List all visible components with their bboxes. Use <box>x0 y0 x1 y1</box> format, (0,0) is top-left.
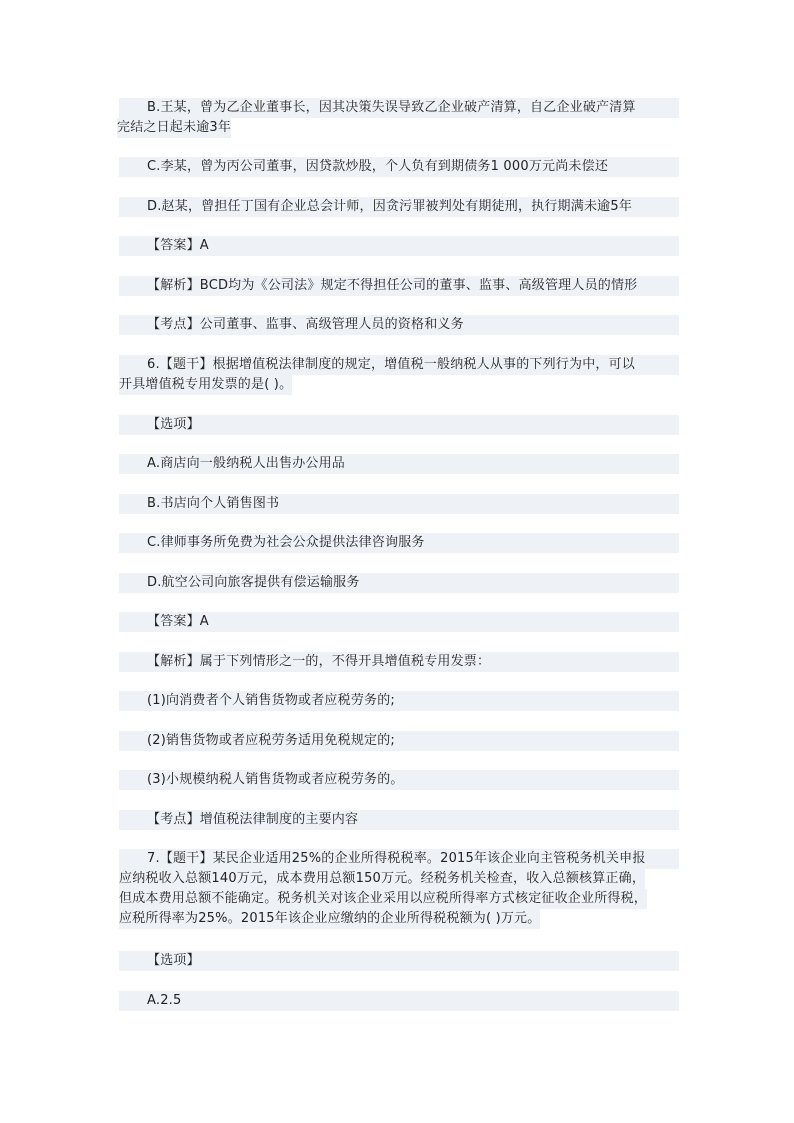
answer-paragraph <box>119 612 679 632</box>
question-6-stem <box>119 355 679 395</box>
option-d-paragraph <box>119 197 679 217</box>
text-line: 但成本费用总额不能确定。税务机关对该企业采用以应税所得率方式核定征收企业所得税， <box>119 889 647 909</box>
analysis-item-1 <box>119 691 679 711</box>
text-line: 应纳税收入总额140万元，成本费用总额150万元。经税务机关检查，收入总额核算正确， <box>119 869 645 889</box>
text-line: C.律师事务所免费为社会公众提供法律咨询服务 <box>119 533 679 553</box>
text-line: (2)销售货物或者应税劳务适用免税规定的; <box>119 731 679 751</box>
option-b <box>119 494 679 514</box>
option-d <box>119 573 679 593</box>
text-line: 完结之日起未逾3年 <box>117 118 231 138</box>
option-c <box>119 533 679 553</box>
topic-paragraph <box>119 810 679 830</box>
text-line: 【解析】BCD均为《公司法》规定不得担任公司的董事、监事、高级管理人员的情形 <box>119 276 679 296</box>
text-line: 【考点】公司董事、监事、高级管理人员的资格和义务 <box>119 315 679 335</box>
text-line: B.书店向个人销售图书 <box>119 494 679 514</box>
option-c-paragraph <box>119 157 679 177</box>
text-line: 【考点】增值税法律制度的主要内容 <box>119 810 679 830</box>
options-heading <box>119 415 679 435</box>
option-b-paragraph <box>119 98 679 138</box>
options-heading <box>119 951 679 971</box>
text-line: 应税所得率为25%。2015年该企业应缴纳的企业所得税税额为( )万元。 <box>119 909 540 929</box>
text-line: 【解析】属于下列情形之一的，不得开具增值税专用发票： <box>119 652 679 672</box>
question-7-stem <box>119 849 679 929</box>
answer-paragraph <box>119 236 679 256</box>
analysis-paragraph <box>119 652 679 672</box>
analysis-paragraph <box>119 276 679 296</box>
analysis-item-3 <box>119 770 679 790</box>
text-line: 6.【题干】根据增值税法律制度的规定，增值税一般纳税人从事的下列行为中，可以 <box>119 355 679 375</box>
text-line: C.李某，曾为丙公司董事，因贷款炒股，个人负有到期债务1 000万元尚未偿还 <box>119 157 679 177</box>
text-line: A.2.5 <box>119 991 679 1011</box>
analysis-item-2 <box>119 731 679 751</box>
text-line: 【答案】A <box>119 236 679 256</box>
option-a <box>119 454 679 474</box>
text-line: 开具增值税专用发票的是( )。 <box>119 375 292 395</box>
text-line: D.赵某，曾担任丁国有企业总会计师，因贪污罪被判处有期徒刑，执行期满未逾5年 <box>119 197 679 217</box>
text-line: D.航空公司向旅客提供有偿运输服务 <box>119 573 679 593</box>
option-a <box>119 991 679 1011</box>
text-line: B.王某，曾为乙企业董事长，因其决策失误导致乙企业破产清算，自乙企业破产清算 <box>119 98 679 118</box>
text-line: 【选项】 <box>119 951 679 971</box>
text-line: 【选项】 <box>119 415 679 435</box>
text-line: (1)向消费者个人销售货物或者应税劳务的; <box>119 691 679 711</box>
text-line: 7.【题干】某民企业适用25%的企业所得税税率。2015年该企业向主管税务机关申报 <box>119 849 679 869</box>
text-line: (3)小规模纳税人销售货物或者应税劳务的。 <box>119 770 679 790</box>
text-line: A.商店向一般纳税人出售办公用品 <box>119 454 679 474</box>
topic-paragraph <box>119 315 679 335</box>
text-line: 【答案】A <box>119 612 679 632</box>
